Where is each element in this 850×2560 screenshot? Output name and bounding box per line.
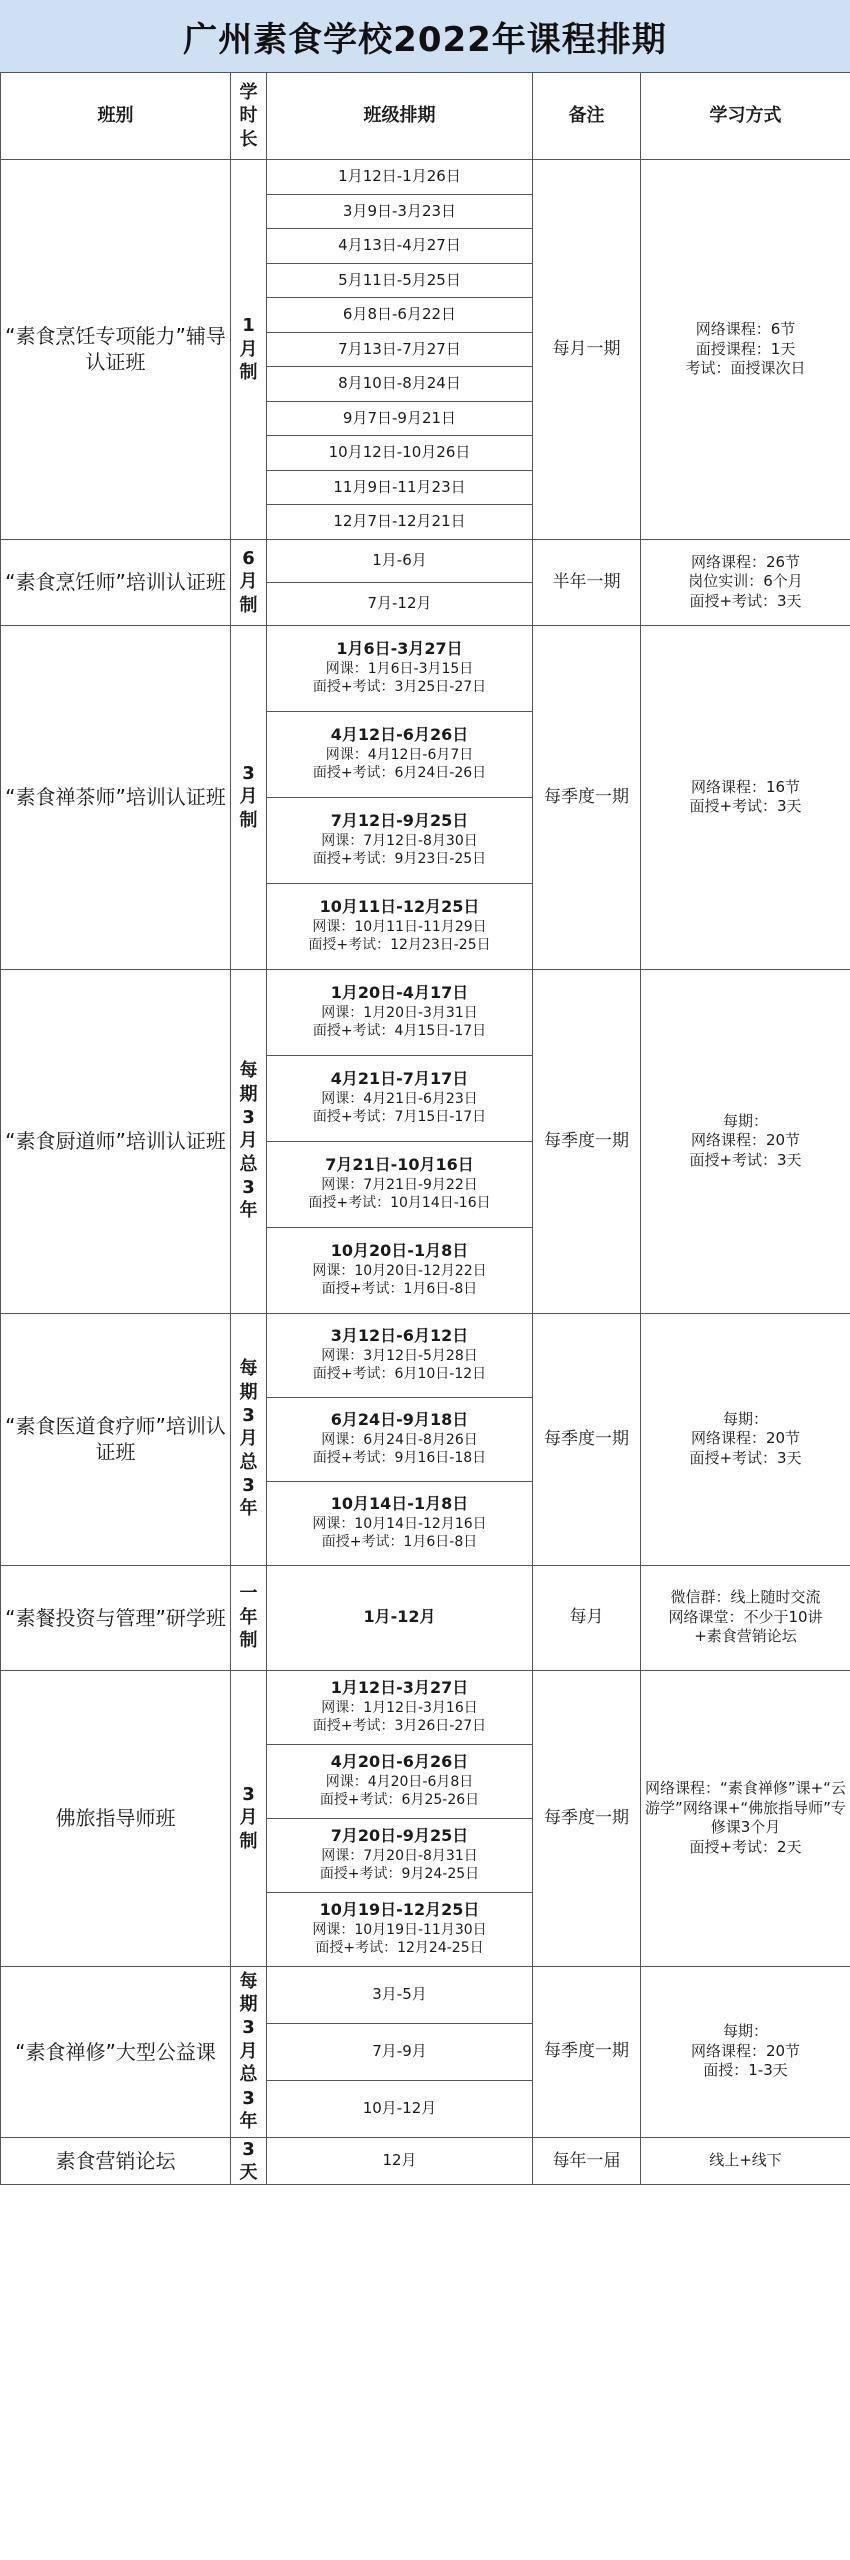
- study-mode-line: 网络课程：16节: [690, 777, 801, 796]
- study-mode-line: 每期：: [722, 2022, 768, 2041]
- table-row: [1, 539, 850, 582]
- session-online: 网课：7月12日-8月30日: [321, 833, 478, 850]
- session-cell: [267, 1744, 533, 1818]
- session-dates: 1月12日-3月27日: [330, 1678, 469, 1698]
- class-length: 每期3月总3年: [231, 969, 267, 1313]
- table-header-row: [1, 73, 850, 160]
- session-dates: 10月12日-10月26日: [328, 443, 471, 461]
- table-row: [1, 969, 850, 1055]
- session-dates: 1月-6月: [372, 550, 427, 569]
- schedule-note: 每季度一期: [533, 625, 641, 969]
- session-online: 网课：4月21日-6月23日: [321, 1091, 478, 1108]
- schedule-note: 每季度一期: [533, 1313, 641, 1565]
- session-dates: 4月12日-6月26日: [330, 725, 469, 745]
- study-mode-line: 网络课程：20节: [690, 1131, 801, 1150]
- class-name: 佛旅指导师班: [1, 1670, 231, 1966]
- session-online: 网课：7月21日-9月22日: [321, 1177, 478, 1194]
- session-dates: 10月-12月: [362, 2098, 437, 2117]
- table-row: [1, 1670, 850, 1744]
- session-dates: 1月6日-3月27日: [336, 639, 463, 659]
- class-name: “素食厨道师”培训认证班: [1, 969, 231, 1313]
- session-cell: [267, 1818, 533, 1892]
- study-mode: [641, 2137, 850, 2185]
- session-dates: 3月9日-3月23日: [342, 201, 457, 220]
- study-mode-line: 面授：1-3天: [703, 2061, 788, 2080]
- session-cell: [267, 539, 533, 582]
- header-mode: 学习方式: [641, 73, 850, 160]
- page-title: 广州素食学校2022年课程排期: [183, 19, 667, 60]
- header-class: 班别: [1, 73, 231, 160]
- session-online: 网课：4月20日-6月8日: [325, 1774, 474, 1791]
- session-exam: 面授+考试：6月24日-26日: [312, 765, 487, 782]
- schedule-note: 半年一期: [533, 539, 641, 625]
- session-cell: [267, 625, 533, 711]
- session-dates: 12月: [382, 2151, 417, 2170]
- session-cell: [267, 969, 533, 1055]
- study-mode-line: 面授+考试：3天: [689, 591, 802, 610]
- session-online: 网课：10月20日-12月22日: [312, 1263, 487, 1280]
- session-online: 网课：10月19日-11月30日: [312, 1922, 487, 1939]
- session-cell: [267, 2080, 533, 2137]
- class-length: 每期3月总3年: [231, 1313, 267, 1565]
- session-dates: 5月11日-5月25日: [338, 270, 461, 289]
- session-dates: 9月7日-9月21日: [342, 408, 457, 427]
- session-exam: 面授+考试：12月23日-25日: [308, 937, 491, 954]
- schedule-note: 每季度一期: [533, 1670, 641, 1966]
- session-exam: 面授+考试：3月26日-27日: [312, 1718, 487, 1735]
- session-online: 网课：1月12日-3月16日: [321, 1700, 478, 1717]
- class-name: “素食医道食疗师”培训认证班: [1, 1313, 231, 1565]
- session-exam: 面授+考试：9月16日-18日: [312, 1450, 487, 1467]
- session-cell: [267, 1227, 533, 1313]
- session-dates: 7月13日-7月27日: [338, 339, 461, 358]
- table-row: [1, 625, 850, 711]
- session-cell: [267, 194, 533, 229]
- study-mode: [641, 969, 850, 1313]
- session-cell: [267, 1313, 533, 1397]
- study-mode-line: 网络课堂：不少于10讲: [668, 1607, 823, 1626]
- table-row: [1, 160, 850, 195]
- session-cell: [267, 2023, 533, 2080]
- schedule-note: 每年一届: [533, 2137, 641, 2185]
- session-cell: [267, 263, 533, 298]
- study-mode-line: 每期：: [722, 1409, 768, 1428]
- header-schedule: 班级排期: [267, 73, 533, 160]
- session-dates: 10月20日-1月8日: [330, 1241, 469, 1261]
- schedule-table: [0, 72, 850, 2185]
- session-dates: 10月19日-12月25日: [319, 1900, 480, 1920]
- study-mode-line: 网络课程：26节: [690, 552, 801, 571]
- session-online: 网课：10月14日-12月16日: [312, 1516, 487, 1533]
- session-cell: [267, 1141, 533, 1227]
- session-dates: 10月11日-12月25日: [319, 897, 480, 917]
- session-cell: [267, 367, 533, 402]
- schedule-note: 每季度一期: [533, 1966, 641, 2137]
- schedule-note: 每季度一期: [533, 969, 641, 1313]
- session-cell: [267, 1397, 533, 1481]
- table-row: [1, 1313, 850, 1397]
- study-mode-line: 面授+考试：2天: [689, 1837, 802, 1856]
- session-cell: [267, 883, 533, 969]
- session-cell: [267, 229, 533, 264]
- class-length: 一年制: [231, 1565, 267, 1670]
- study-mode-line: 面授课程：1天: [695, 339, 796, 358]
- session-cell: [267, 401, 533, 436]
- session-dates: 7月20日-9月25日: [330, 1826, 469, 1846]
- session-dates: 6月8日-6月22日: [342, 305, 457, 323]
- session-online: 网课：1月6日-3月15日: [325, 661, 474, 678]
- study-mode: [641, 625, 850, 969]
- session-dates: 8月10日-8月24日: [338, 374, 461, 392]
- session-cell: [267, 1565, 533, 1670]
- class-name: “素食烹饪师”培训认证班: [1, 539, 231, 625]
- class-name: “素食烹饪专项能力”辅导认证班: [1, 160, 231, 540]
- study-mode-line: 岗位实训：6个月: [688, 572, 803, 591]
- study-mode-line: 每期：: [722, 1111, 768, 1130]
- study-mode-line: 线上+线下: [709, 2151, 782, 2170]
- session-online: 网课：10月11日-11月29日: [312, 919, 487, 936]
- session-cell: [267, 2137, 533, 2185]
- session-online: 网课：6月24日-8月26日: [321, 1432, 478, 1449]
- session-dates: 6月24日-9月18日: [330, 1410, 469, 1430]
- study-mode-line: 网络课程：6节: [695, 320, 796, 338]
- session-dates: 7月-12月: [367, 593, 432, 612]
- session-exam: 面授+考试：4月15日-17日: [312, 1023, 487, 1040]
- study-mode-line: 网络课程：20节: [690, 1429, 801, 1448]
- session-dates: 4月21日-7月17日: [330, 1069, 469, 1089]
- session-online: 网课：7月20日-8月31日: [321, 1848, 478, 1865]
- study-mode-line: 网络课程：“素食禅修”课+“云游学”网络课+“佛旅指导师”专修课3个月: [645, 1779, 846, 1836]
- session-dates: 1月12日-1月26日: [338, 167, 461, 185]
- session-cell: [267, 1966, 533, 2023]
- session-cell: [267, 1892, 533, 1966]
- study-mode: [641, 1670, 850, 1966]
- session-dates: 4月20日-6月26日: [330, 1752, 469, 1772]
- session-dates: 10月14日-1月8日: [330, 1494, 469, 1514]
- session-online: 网课：4月12日-6月7日: [325, 747, 474, 764]
- study-mode: [641, 1313, 850, 1565]
- class-name: “素餐投资与管理”研学班: [1, 1565, 231, 1670]
- class-length: 每期3月总3年: [231, 1966, 267, 2137]
- session-cell: [267, 332, 533, 367]
- study-mode-line: 考试：面授课次日: [685, 359, 806, 377]
- session-exam: 面授+考试：7月15日-17日: [312, 1109, 487, 1126]
- schedule-note: 每月: [533, 1565, 641, 1670]
- session-dates: 1月-12月: [363, 1607, 436, 1627]
- class-length: 6月制: [231, 539, 267, 625]
- class-length: 3天: [231, 2137, 267, 2185]
- study-mode-line: 面授+考试：3天: [689, 1448, 802, 1467]
- study-mode: [641, 539, 850, 625]
- session-cell: [267, 470, 533, 505]
- session-cell: [267, 160, 533, 195]
- title-bar: [0, 0, 850, 73]
- session-exam: 面授+考试：6月25-26日: [319, 1792, 480, 1809]
- session-online: 网课：3月12日-5月28日: [321, 1348, 478, 1365]
- session-cell: [267, 436, 533, 471]
- class-length: 3月制: [231, 625, 267, 969]
- session-dates: 3月12日-6月12日: [330, 1326, 469, 1346]
- session-cell: [267, 711, 533, 797]
- study-mode: [641, 160, 850, 540]
- class-length: 1月制: [231, 160, 267, 540]
- session-cell: [267, 797, 533, 883]
- session-exam: 面授+考试：3月25日-27日: [312, 679, 487, 696]
- class-name: “素食禅茶师”培训认证班: [1, 625, 231, 969]
- session-dates: 7月21日-10月16日: [325, 1155, 474, 1175]
- schedule-note: 每月一期: [533, 160, 641, 540]
- class-name: “素食禅修”大型公益课: [1, 1966, 231, 2137]
- study-mode: [641, 1565, 850, 1670]
- session-dates: 4月13日-4月27日: [338, 236, 461, 254]
- session-dates: 1月20日-4月17日: [330, 983, 469, 1003]
- session-dates: 12月7日-12月21日: [333, 512, 466, 530]
- session-exam: 面授+考试：1月6日-8日: [321, 1534, 478, 1551]
- study-mode-line: 网络课程：20节: [690, 2041, 801, 2060]
- session-cell: [267, 298, 533, 333]
- session-exam: 面授+考试：12月24-25日: [315, 1940, 484, 1957]
- session-cell: [267, 1055, 533, 1141]
- header-length: 学时长: [231, 73, 267, 160]
- session-exam: 面授+考试：1月6日-8日: [321, 1281, 478, 1298]
- table-row: [1, 1966, 850, 2023]
- header-note: 备注: [533, 73, 641, 160]
- session-dates: 7月12日-9月25日: [330, 811, 469, 831]
- study-mode: [641, 1966, 850, 2137]
- study-mode-line: 微信群：线上随时交流: [670, 1588, 821, 1607]
- study-mode-line: 面授+考试：3天: [689, 1150, 802, 1169]
- session-dates: 3月-5月: [372, 1984, 427, 2003]
- session-exam: 面授+考试：10月14日-16日: [308, 1195, 491, 1212]
- session-exam: 面授+考试：9月24-25日: [319, 1866, 480, 1883]
- session-exam: 面授+考试：6月10日-12日: [312, 1366, 487, 1383]
- session-online: 网课：1月20日-3月31日: [321, 1005, 478, 1022]
- table-row: [1, 2137, 850, 2185]
- class-length: 3月制: [231, 1670, 267, 1966]
- table-row: [1, 1565, 850, 1670]
- session-cell: [267, 505, 533, 540]
- study-mode-line: 面授+考试：3天: [689, 797, 802, 815]
- session-cell: [267, 1670, 533, 1744]
- study-mode-line: +素食营销论坛: [694, 1627, 797, 1646]
- session-dates: 11月9日-11月23日: [333, 477, 466, 496]
- session-cell: [267, 582, 533, 625]
- class-name: 素食营销论坛: [1, 2137, 231, 2185]
- session-dates: 7月-9月: [372, 2041, 427, 2060]
- session-exam: 面授+考试：9月23日-25日: [312, 851, 487, 868]
- session-cell: [267, 1481, 533, 1565]
